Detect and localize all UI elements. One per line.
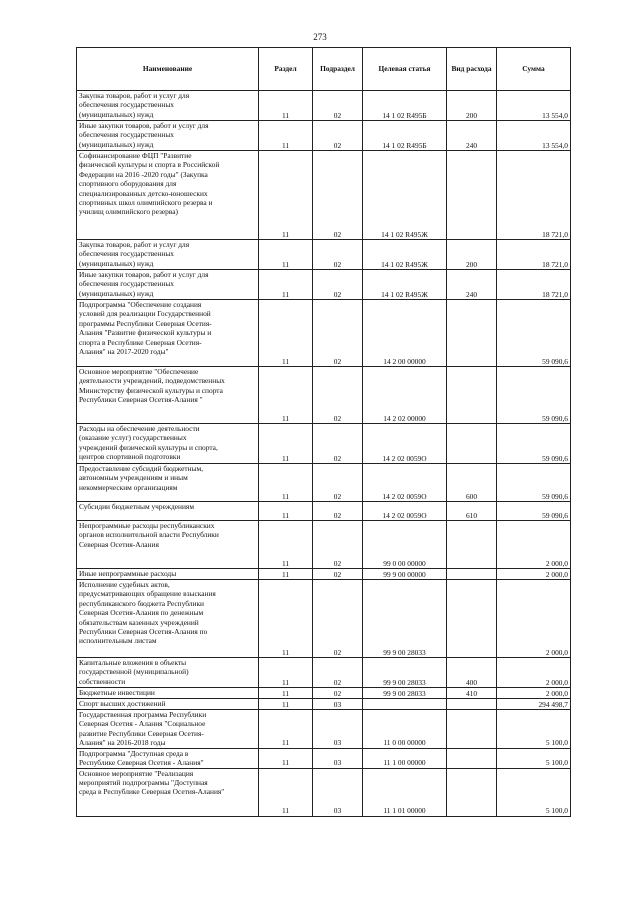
- cell-name: Предоставление субсидий бюджетным, автономным учреждениям и иным некоммерческим организациям: [77, 464, 259, 502]
- cell-name: Иные закупки товаров, работ и услуг для обеспечения государственных (муниципальных) нужд: [77, 270, 259, 300]
- cell-name: Закупка товаров, работ и услуг для обеспечения государственных (муниципальных) нужд: [77, 91, 259, 121]
- cell-sum: 59 090,6: [497, 300, 571, 367]
- cell-type: [447, 300, 497, 367]
- cell-section: 11: [259, 367, 313, 424]
- cell-target: 14 2 02 0059О: [363, 464, 447, 502]
- cell-sum: 59 090,6: [497, 367, 571, 424]
- cell-section: 11: [259, 688, 313, 699]
- table-row: [77, 91, 571, 121]
- cell-type: [447, 699, 497, 710]
- cell-subsection: 03: [313, 699, 363, 710]
- cell-sum: 294 498,7: [497, 699, 571, 710]
- cell-subsection: 03: [313, 748, 363, 768]
- cell-subsection: 02: [313, 91, 363, 121]
- cell-type: [447, 748, 497, 768]
- table-row: [77, 367, 571, 424]
- table-row: [77, 569, 571, 580]
- cell-target: 14 1 02 R495Б: [363, 91, 447, 121]
- cell-type: 200: [447, 240, 497, 270]
- table-header-row: [77, 48, 571, 91]
- cell-subsection: 02: [313, 300, 363, 367]
- cell-subsection: 02: [313, 464, 363, 502]
- table-row: [77, 240, 571, 270]
- cell-sum: 5 100,0: [497, 768, 571, 816]
- cell-sum: 5 100,0: [497, 710, 571, 749]
- cell-name: Иные непрограммные расходы: [77, 569, 259, 580]
- cell-target: 14 1 02 R495Б: [363, 121, 447, 151]
- cell-target: 99 9 00 00000: [363, 569, 447, 580]
- table-row: [77, 300, 571, 367]
- cell-subsection: 02: [313, 121, 363, 151]
- cell-target: 14 2 02 00000: [363, 367, 447, 424]
- cell-name: Бюджетные инвестиции: [77, 688, 259, 699]
- cell-section: 11: [259, 270, 313, 300]
- table-row: [77, 710, 571, 749]
- cell-type: [447, 424, 497, 464]
- header-target: Целевая статья: [363, 48, 447, 91]
- cell-target: 11 0 00 00000: [363, 710, 447, 749]
- cell-section: 11: [259, 569, 313, 580]
- cell-name: Субсидии бюджетным учреждениям: [77, 502, 259, 521]
- cell-name: Иные закупки товаров, работ и услуг для обеспечения государственных (муниципальных) нужд: [77, 121, 259, 151]
- cell-subsection: 02: [313, 502, 363, 521]
- cell-name: Подпрограмма "Доступная среда в Республике Северная Осетия - Алания": [77, 748, 259, 768]
- cell-subsection: 03: [313, 710, 363, 749]
- cell-type: 240: [447, 121, 497, 151]
- cell-sum: 59 090,6: [497, 502, 571, 521]
- cell-sum: 2 000,0: [497, 521, 571, 569]
- cell-sum: 2 000,0: [497, 658, 571, 688]
- cell-type: [447, 710, 497, 749]
- table-row: [77, 121, 571, 151]
- cell-name: Исполнение судебных актов, предусматривающих обращение взыскания республиканского бюджета Республики Северная Осетия-Алания по денежным обязательствам казенных учреждений Республики Северная Осетия-Алания по исполнительным листам: [77, 580, 259, 658]
- cell-target: 11 1 01 00000: [363, 768, 447, 816]
- cell-section: 11: [259, 699, 313, 710]
- header-name: Наименование: [77, 48, 259, 91]
- cell-subsection: 02: [313, 270, 363, 300]
- table-row: [77, 424, 571, 464]
- cell-subsection: 02: [313, 580, 363, 658]
- cell-subsection: 02: [313, 424, 363, 464]
- cell-section: 11: [259, 151, 313, 240]
- cell-type: [447, 151, 497, 240]
- cell-subsection: 02: [313, 240, 363, 270]
- table-row: [77, 768, 571, 816]
- cell-section: 11: [259, 121, 313, 151]
- cell-type: 600: [447, 464, 497, 502]
- cell-name: Основное мероприятие "Реализация мероприятий подпрограммы "Доступная среда в Республике Северная Осетия-Алания": [77, 768, 259, 816]
- cell-name: Государственная программа Республики Северная Осетия - Алания "Социальное развитие Республики Северная Осетия- Алания" на 2016-2018 годы: [77, 710, 259, 749]
- cell-subsection: 02: [313, 151, 363, 240]
- cell-sum: 59 090,6: [497, 464, 571, 502]
- cell-target: [363, 699, 447, 710]
- cell-target: 14 1 02 R495Ж: [363, 240, 447, 270]
- cell-sum: 13 554,0: [497, 121, 571, 151]
- cell-section: 11: [259, 710, 313, 749]
- table-body: [77, 91, 571, 817]
- cell-subsection: 02: [313, 367, 363, 424]
- header-sum: Сумма: [497, 48, 571, 91]
- table-row: [77, 521, 571, 569]
- cell-section: 11: [259, 91, 313, 121]
- cell-subsection: 03: [313, 768, 363, 816]
- cell-sum: 13 554,0: [497, 91, 571, 121]
- cell-type: 240: [447, 270, 497, 300]
- page-number: 273: [313, 32, 327, 42]
- cell-type: 400: [447, 658, 497, 688]
- cell-section: 11: [259, 240, 313, 270]
- cell-section: 11: [259, 748, 313, 768]
- table-row: [77, 580, 571, 658]
- header-type: Вид расхода: [447, 48, 497, 91]
- table-row: [77, 464, 571, 502]
- cell-subsection: 02: [313, 569, 363, 580]
- cell-sum: 2 000,0: [497, 580, 571, 658]
- cell-target: 99 0 00 00000: [363, 521, 447, 569]
- cell-section: 11: [259, 300, 313, 367]
- cell-name: Подпрограмма "Обеспечение создания условий для реализации Государственной программы Республики Северная Осетия- Алания "Развитие физической культуры и спорта в Республике Северная Осетия- Алания" на 2017-2020 годы": [77, 300, 259, 367]
- cell-sum: 18 721,0: [497, 240, 571, 270]
- table-row: [77, 699, 571, 710]
- cell-target: 14 1 02 R495Ж: [363, 270, 447, 300]
- table-row: [77, 658, 571, 688]
- cell-target: 14 2 02 0059О: [363, 424, 447, 464]
- table-row: [77, 748, 571, 768]
- cell-sum: 18 721,0: [497, 270, 571, 300]
- cell-target: 14 1 02 R495Ж: [363, 151, 447, 240]
- cell-section: 11: [259, 521, 313, 569]
- budget-table: [76, 47, 571, 817]
- cell-name: Софинансирование ФЦП "Развитие физической культуры и спорта в Российской Федерации на 2016 -2020 годы" (Закупка спортивного оборудования для специализированных детско-юношеских спортивных школ олимпийского резерва и училищ олимпийского резерва): [77, 151, 259, 240]
- cell-type: [447, 569, 497, 580]
- header-subsection: Подраздел: [313, 48, 363, 91]
- cell-sum: 5 100,0: [497, 748, 571, 768]
- cell-section: 11: [259, 424, 313, 464]
- cell-name: Закупка товаров, работ и услуг для обеспечения государственных (муниципальных) нужд: [77, 240, 259, 270]
- cell-name: Капитальные вложения в объекты государственной (муниципальной) собственности: [77, 658, 259, 688]
- cell-subsection: 02: [313, 521, 363, 569]
- cell-target: 14 2 02 0059О: [363, 502, 447, 521]
- cell-sum: 2 000,0: [497, 688, 571, 699]
- cell-sum: 18 721,0: [497, 151, 571, 240]
- cell-type: 200: [447, 91, 497, 121]
- cell-section: 11: [259, 768, 313, 816]
- cell-target: 11 1 00 00000: [363, 748, 447, 768]
- cell-type: 410: [447, 688, 497, 699]
- header-section: Раздел: [259, 48, 313, 91]
- cell-type: 610: [447, 502, 497, 521]
- cell-name: Основное мероприятие "Обеспечение деятельности учреждений, подведомственных Министерству физической культуры и спорта Республики Северная Осетия-Алания ": [77, 367, 259, 424]
- cell-name: Спорт высших достижений: [77, 699, 259, 710]
- cell-type: [447, 521, 497, 569]
- cell-target: 99 9 00 28033: [363, 580, 447, 658]
- cell-section: 11: [259, 580, 313, 658]
- table-row: [77, 151, 571, 240]
- table-row: [77, 688, 571, 699]
- cell-section: 11: [259, 464, 313, 502]
- cell-name: Расходы на обеспечение деятельности (оказание услуг) государственных учреждений физической культуры и спорта, центров спортивной подготовки: [77, 424, 259, 464]
- cell-section: 11: [259, 658, 313, 688]
- cell-subsection: 02: [313, 688, 363, 699]
- table-row: [77, 502, 571, 521]
- cell-target: 99 9 00 28033: [363, 658, 447, 688]
- cell-section: 11: [259, 502, 313, 521]
- cell-type: [447, 367, 497, 424]
- cell-target: 99 9 00 28033: [363, 688, 447, 699]
- cell-subsection: 02: [313, 658, 363, 688]
- cell-type: [447, 768, 497, 816]
- table-row: [77, 270, 571, 300]
- cell-type: [447, 580, 497, 658]
- cell-target: 14 2 00 00000: [363, 300, 447, 367]
- cell-sum: 59 090,6: [497, 424, 571, 464]
- cell-sum: 2 000,0: [497, 569, 571, 580]
- cell-name: Непрограммные расходы республиканских органов исполнительной власти Республики Северная Осетия-Алания: [77, 521, 259, 569]
